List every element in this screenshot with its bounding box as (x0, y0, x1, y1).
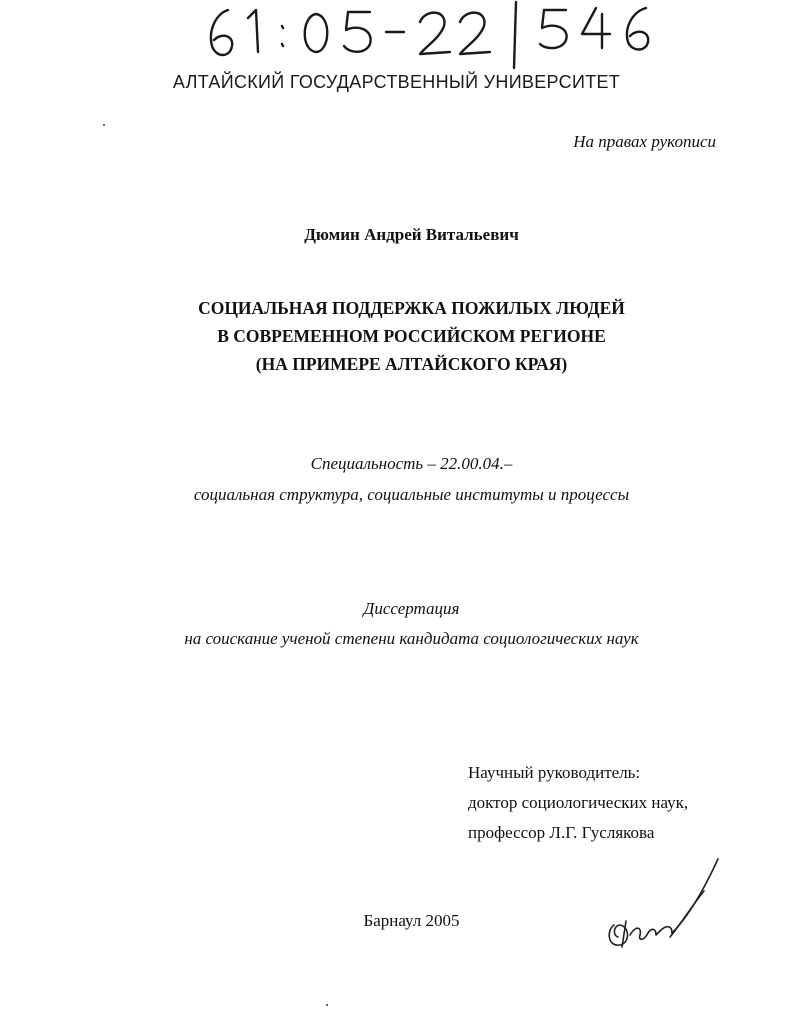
signature-drawing (600, 855, 730, 955)
specialty-code: Специальность – 22.00.04.– (310, 454, 513, 473)
scientific-advisor-block (468, 758, 688, 848)
handwritten-registration-number (198, 0, 658, 70)
title-line-3: (НА ПРИМЕРЕ АЛТАЙСКОГО КРАЯ) (255, 354, 568, 374)
advisor-heading: Научный руководитель: (468, 763, 641, 782)
degree-description: на соискание ученой степени кандидата социологических наук (184, 629, 639, 648)
handwritten-registration-number-drawing (198, 0, 658, 70)
dissertation-label: Диссертация (363, 599, 460, 618)
city-and-year: Барнаул 2005 (363, 911, 460, 930)
university-name: АЛТАЙСКИЙ ГОСУДАРСТВЕННЫЙ УНИВЕРСИТЕТ (172, 72, 621, 92)
specialty-description: социальная структура, социальные институты и процессы (193, 485, 630, 504)
scan-speck (103, 124, 105, 126)
title-line-1: СОЦИАЛЬНАЯ ПОДДЕРЖКА ПОЖИЛЫХ ЛЮДЕЙ (198, 298, 625, 318)
dissertation-block (0, 594, 793, 654)
dissertation-title (0, 294, 793, 378)
title-line-2: В СОВРЕМЕННОМ РОССИЙСКОМ РЕГИОНЕ (217, 326, 606, 346)
author-name: Дюмин Андрей Витальевич (304, 225, 519, 244)
advisor-name: профессор Л.Г. Гуслякова (468, 823, 655, 842)
scan-speck (326, 1004, 328, 1006)
manuscript-rights-note: На правах рукописи (573, 132, 716, 151)
specialty-block (0, 448, 793, 510)
handwritten-signature (600, 855, 730, 955)
advisor-degree: доктор социологических наук, (468, 793, 689, 812)
